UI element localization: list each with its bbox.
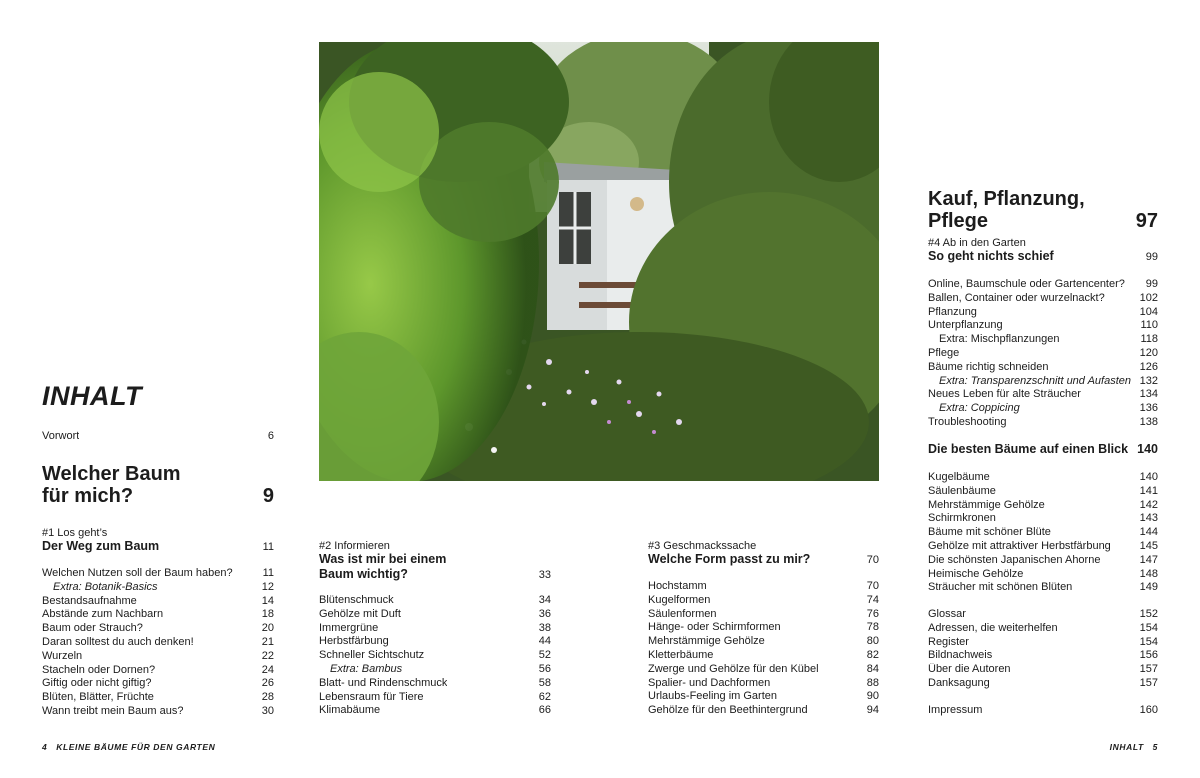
entry-label: Kletterbäume (648, 648, 714, 661)
entry-page: 143 (1139, 512, 1158, 525)
section-title-4[interactable] (928, 249, 1158, 265)
entry-page: 70 (866, 580, 879, 592)
toc-entry[interactable] (928, 499, 1158, 513)
chapter-page: 97 (1135, 210, 1158, 232)
toc-entry[interactable] (42, 581, 274, 595)
entry-page: 126 (1139, 360, 1158, 373)
toc-list-4 (928, 278, 1158, 430)
entry-label: Danksagung (928, 676, 990, 689)
section-title-page: 11 (262, 541, 274, 553)
toc-entry[interactable] (42, 650, 274, 664)
entry-page: 36 (538, 607, 551, 620)
footer-right (1110, 742, 1158, 752)
toc-list-2 (319, 594, 551, 718)
entry-label: Gehölze für den Beethintergrund (648, 704, 808, 717)
entry-label: Extra: Transparenzschnitt und Aufasten (939, 374, 1131, 387)
entry-label: Abstände zum Nachbarn (42, 608, 164, 621)
toc-entry[interactable] (319, 691, 551, 705)
entry-page: 142 (1139, 498, 1158, 511)
toc-entry[interactable] (928, 677, 1158, 691)
entry-label: Giftig oder nicht giftig? (42, 677, 152, 690)
toc-entry[interactable] (928, 526, 1158, 540)
entry-page: 34 (538, 594, 551, 606)
entry-page: 132 (1139, 374, 1158, 387)
toc-entry[interactable] (928, 375, 1158, 389)
entry-page: 99 (1145, 278, 1158, 290)
entry-label: Kugelbäume (928, 471, 990, 483)
section-title-3[interactable] (648, 552, 879, 568)
footer-page-number: 5 (1152, 742, 1158, 752)
entry-label: Extra: Coppicing (939, 402, 1020, 415)
entry-page: 138 (1139, 415, 1158, 428)
entry-page: 80 (866, 635, 879, 648)
entry-label: Bestandsaufnahme (42, 594, 137, 607)
entry-label: Troubleshooting (928, 415, 1007, 428)
chapter-title-line1: Kauf, Pflanzung, (928, 188, 1085, 210)
toc-list-appendix (928, 608, 1158, 691)
entry-label: Pflanzung (928, 305, 977, 318)
entry-label: Herbstfärbung (319, 635, 389, 648)
chapter-heading-1[interactable] (42, 463, 274, 507)
entry-page: 102 (1139, 291, 1158, 304)
toc-entry[interactable] (928, 278, 1158, 292)
toc-entry[interactable] (928, 649, 1158, 663)
entry-label: Impressum (928, 704, 983, 716)
entry-label: Baum oder Strauch? (42, 622, 143, 635)
entry-page: 21 (261, 635, 274, 648)
toc-entry[interactable] (42, 691, 274, 705)
chapter-page: 9 (262, 485, 274, 507)
toc-entry[interactable] (42, 567, 274, 581)
entry-page: 24 (261, 663, 274, 676)
toc-entry[interactable] (928, 388, 1158, 402)
entry-label: Daran solltest du auch denken! (42, 635, 194, 648)
entry-page: 154 (1139, 621, 1158, 634)
entry-label: Register (928, 635, 969, 648)
entry-label: Sträucher mit schönen Blüten (928, 581, 1073, 594)
section-kicker-4: #4 Ab in den Garten (928, 237, 1026, 249)
entry-label: Säulenbäume (928, 484, 996, 497)
entry-label: Mehrstämmige Gehölze (648, 635, 765, 648)
entry-label: Hänge- oder Schirmformen (648, 621, 781, 634)
toc-entry[interactable] (928, 292, 1158, 306)
toc-entry[interactable] (319, 594, 551, 608)
entry-label: Urlaubs-Feeling im Garten (648, 690, 777, 703)
entry-page: 104 (1139, 305, 1158, 318)
entry-label: Bildnachweis (928, 649, 993, 662)
entry-page: 78 (866, 621, 879, 634)
entry-page: 154 (1139, 635, 1158, 648)
entry-page: 88 (866, 676, 879, 689)
entry-page: 141 (1139, 484, 1158, 497)
section-kicker-1: #1 Los geht’s (42, 527, 108, 539)
entry-label: Extra: Botanik-Basics (53, 580, 158, 593)
entry-page: 148 (1139, 567, 1158, 580)
entry-label: Schneller Sichtschutz (319, 649, 425, 662)
section-title-line2: Baum wichtig? (319, 567, 408, 581)
entry-label: Online, Baumschule oder Gartencenter? (928, 278, 1125, 290)
toc-entry[interactable] (928, 622, 1158, 636)
toc-entry[interactable] (648, 704, 879, 718)
entry-label: Unterpflanzung (928, 319, 1003, 332)
entry-label: Kugelformen (648, 593, 711, 606)
entry-page: 82 (866, 648, 879, 661)
entry-page: 90 (866, 690, 879, 703)
entry-page: 11 (262, 567, 274, 579)
entry-label: Glossar (928, 608, 966, 620)
toc-entry[interactable] (928, 347, 1158, 361)
entry-page: 6 (267, 430, 274, 442)
entry-label: Die schönsten Japanischen Ahorne (928, 553, 1101, 566)
toc-entry[interactable] (928, 540, 1158, 554)
toc-entry[interactable] (928, 568, 1158, 582)
entry-page: 52 (538, 649, 551, 662)
entry-page: 26 (261, 677, 274, 690)
entry-label: Heimische Gehölze (928, 567, 1024, 580)
section-title-2[interactable] (319, 552, 551, 583)
entry-page: 76 (866, 607, 879, 620)
entry-page: 56 (538, 662, 551, 675)
toc-entry[interactable] (648, 663, 879, 677)
entry-page: 145 (1139, 539, 1158, 552)
entry-page: 38 (538, 621, 551, 634)
entry-page: 156 (1139, 649, 1158, 662)
toc-entry[interactable] (928, 319, 1158, 333)
chapter-title-line2: für mich? (42, 485, 134, 507)
section-title-page: 99 (1145, 251, 1158, 263)
toc-list-1 (42, 567, 274, 719)
toc-entry[interactable] (928, 512, 1158, 526)
toc-entry[interactable] (648, 677, 879, 691)
section-kicker-3: #3 Geschmackssache (648, 540, 757, 552)
entry-label: Welchen Nutzen soll der Baum haben? (42, 567, 233, 579)
entry-label: Säulenformen (648, 607, 717, 620)
entry-page: 149 (1139, 581, 1158, 594)
entry-label: Über die Autoren (928, 663, 1011, 676)
entry-page: 84 (866, 662, 879, 675)
toc-entry-vorwort[interactable] (42, 430, 274, 444)
toc-entry[interactable] (42, 664, 274, 678)
entry-label: Wurzeln (42, 649, 83, 662)
entry-label: Wann treibt mein Baum aus? (42, 704, 184, 717)
chapter-heading-4[interactable] (928, 188, 1158, 232)
toc-entry[interactable] (319, 649, 551, 663)
toc-entry[interactable] (319, 704, 551, 718)
toc-entry[interactable] (928, 333, 1158, 347)
entry-label: Ballen, Container oder wurzelnackt? (928, 291, 1105, 304)
section-title-1[interactable] (42, 539, 274, 555)
entry-label: Blüten, Blätter, Früchte (42, 691, 154, 704)
toc-entry[interactable] (42, 608, 274, 622)
entry-label: Neues Leben für alte Sträucher (928, 388, 1081, 401)
toc-entry[interactable] (928, 306, 1158, 320)
toc-entry[interactable] (928, 485, 1158, 499)
entry-label: Adressen, die weiterhelfen (928, 621, 1058, 634)
entry-page: 140 (1139, 471, 1158, 483)
section-title-label: So geht nichts schief (928, 249, 1054, 263)
toc-entry[interactable] (42, 622, 274, 636)
entry-page: 160 (1139, 704, 1158, 716)
toc-entry[interactable] (648, 621, 879, 635)
entry-page: 20 (261, 622, 274, 635)
toc-entry[interactable] (319, 608, 551, 622)
entry-label: Bäume mit schöner Blüte (928, 526, 1051, 539)
toc-entry[interactable] (648, 608, 879, 622)
entry-page: 18 (261, 608, 274, 621)
entry-page: 157 (1139, 663, 1158, 676)
entry-page: 66 (538, 704, 551, 717)
section-title-label: Welche Form passt zu mir? (648, 552, 811, 566)
toc-title: INHALT (42, 381, 142, 411)
entry-page: 134 (1139, 388, 1158, 401)
toc-entry[interactable] (42, 705, 274, 719)
entry-label: Schirmkronen (928, 512, 996, 525)
entry-page: 58 (538, 676, 551, 689)
entry-page: 118 (1140, 333, 1158, 346)
toc-entry[interactable] (42, 677, 274, 691)
toc-entry[interactable] (928, 471, 1158, 485)
toc-entry[interactable] (648, 635, 879, 649)
toc-entry[interactable] (648, 580, 879, 594)
section-title-page: 70 (866, 554, 879, 566)
footer-page-number: 4 (42, 742, 48, 752)
toc-entry[interactable] (42, 595, 274, 609)
overview-page: 140 (1137, 442, 1158, 456)
entry-label: Gehölze mit attraktiver Herbstfärbung (928, 539, 1111, 552)
toc-entry[interactable] (928, 554, 1158, 568)
entry-page: 120 (1139, 346, 1158, 359)
toc-entry[interactable] (928, 636, 1158, 650)
toc-entry[interactable] (928, 361, 1158, 375)
toc-entry[interactable] (928, 402, 1158, 416)
section-title-label: Der Weg zum Baum (42, 539, 160, 553)
section-title-page: 33 (538, 569, 551, 581)
toc-entry-impressum[interactable] (928, 704, 1158, 718)
entry-label: Immergrüne (319, 621, 379, 634)
entry-label: Lebensraum für Tiere (319, 690, 424, 703)
entry-page: 74 (866, 593, 879, 606)
entry-label: Stacheln oder Dornen? (42, 663, 156, 676)
section-title-line1: Was ist mir bei einem (319, 552, 447, 566)
entry-page: 110 (1140, 319, 1158, 332)
toc-entry[interactable] (928, 416, 1158, 430)
entry-page: 30 (261, 704, 274, 717)
entry-page: 94 (866, 704, 879, 717)
toc-list-overview (928, 471, 1158, 595)
entry-label: Klimabäume (319, 704, 381, 717)
entry-page: 14 (261, 594, 274, 607)
toc-entry[interactable] (319, 663, 551, 677)
toc-entry[interactable] (928, 581, 1158, 595)
toc-entry[interactable] (648, 690, 879, 704)
entry-label: Blatt- und Rindenschmuck (319, 676, 448, 689)
entry-label: Extra: Bambus (330, 662, 403, 675)
toc-entry[interactable] (928, 663, 1158, 677)
toc-list-3 (648, 580, 879, 718)
section-kicker-2: #2 Informieren (319, 540, 390, 552)
entry-page: 12 (261, 580, 274, 593)
entry-page: 22 (261, 649, 274, 662)
footer-book-title: KLEINE BÄUME FÜR DEN GARTEN (56, 742, 216, 752)
entry-label: Gehölze mit Duft (319, 607, 401, 620)
entry-page: 152 (1139, 608, 1158, 620)
entry-label: Hochstamm (648, 580, 707, 592)
footer-left (42, 742, 215, 752)
entry-label: Spalier- und Dachformen (648, 676, 771, 689)
entry-page: 62 (538, 690, 551, 703)
toc-entry[interactable] (319, 635, 551, 649)
toc-entry[interactable] (648, 649, 879, 663)
footer-section-title: INHALT (1109, 742, 1144, 752)
entry-page: 157 (1139, 676, 1158, 689)
entry-label: Bäume richtig schneiden (928, 360, 1049, 373)
entry-page: 136 (1139, 402, 1158, 415)
entry-label: Blütenschmuck (319, 594, 394, 606)
garden-shed-photo (319, 42, 879, 481)
chapter-title-line1: Welcher Baum (42, 463, 181, 485)
toc-entry[interactable] (319, 622, 551, 636)
entry-page: 147 (1139, 553, 1158, 566)
entry-label: Zwerge und Gehölze für den Kübel (648, 662, 819, 675)
entry-page: 28 (261, 691, 274, 704)
entry-page: 44 (538, 635, 551, 648)
entry-page: 144 (1139, 526, 1158, 539)
toc-entry[interactable] (319, 677, 551, 691)
entry-label: Extra: Mischpflanzungen (939, 333, 1060, 346)
chapter-title-line2: Pflege (928, 210, 989, 232)
entry-label: Vorwort (42, 430, 80, 442)
toc-entry[interactable] (42, 636, 274, 650)
toc-entry[interactable] (648, 594, 879, 608)
entry-label: Mehrstämmige Gehölze (928, 498, 1045, 511)
toc-entry[interactable] (928, 608, 1158, 622)
overview-label: Die besten Bäume auf einen Blick (928, 442, 1129, 456)
entry-label: Pflege (928, 346, 960, 359)
overview-heading[interactable] (928, 442, 1158, 457)
